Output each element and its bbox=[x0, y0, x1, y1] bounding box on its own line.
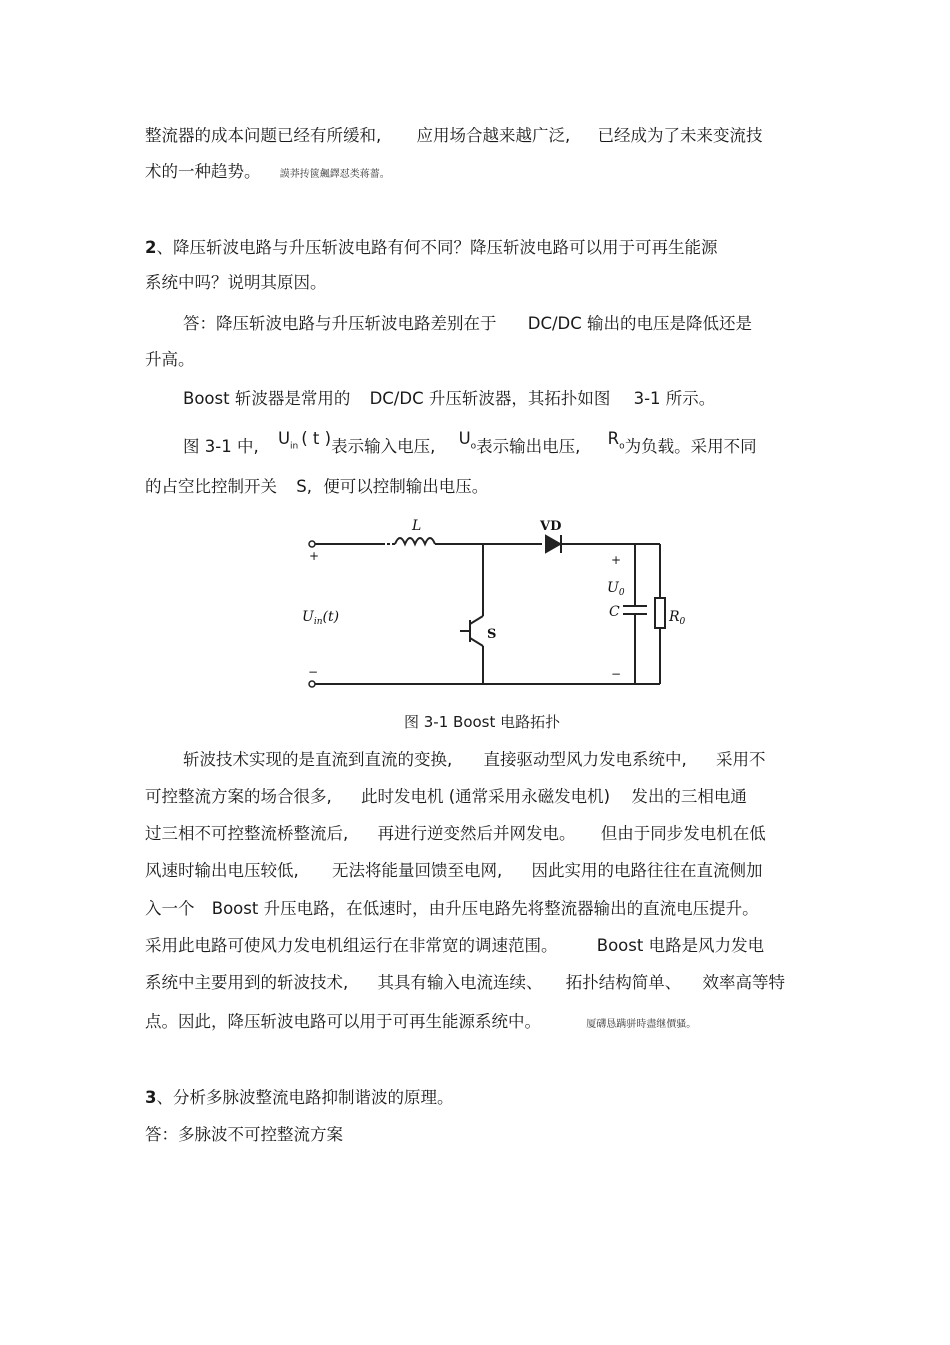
label-ro: $R_0$ bbox=[669, 609, 686, 627]
question-heading bbox=[145, 1087, 453, 1109]
text-segment: 答：降压斩波电路与升压斩波电路差别在于 bbox=[183, 314, 497, 333]
text-segment: 风速时输出电压较低, bbox=[145, 861, 299, 880]
text-segment: 图 3-1 中, bbox=[183, 437, 259, 456]
transistor-emitter bbox=[470, 638, 483, 646]
text-line bbox=[183, 749, 766, 771]
boost-circuit-diagram bbox=[300, 516, 686, 696]
text-segment: 其具有输入电流连续、 bbox=[377, 973, 543, 992]
minus-right: − bbox=[611, 667, 622, 681]
noise-text: 謨莽抟篋飆鐸怼类蒋薔。 bbox=[279, 169, 390, 180]
text-segment: 为负载。采用不同 bbox=[624, 437, 757, 456]
question-text: 、分析多脉波整流电路抑制谐波的原理。 bbox=[156, 1088, 454, 1107]
text-segment: Boost 升压电路，在低速时，由升压电路先将整流器输出的直流电压提升。 bbox=[211, 899, 759, 918]
plus-left: + bbox=[309, 549, 320, 563]
text-segment: 应用场合越来越广泛, bbox=[416, 126, 571, 145]
text-segment: DC/DC 输出的电压是降低还是 bbox=[527, 314, 753, 333]
text-line bbox=[145, 860, 763, 882]
text-line bbox=[145, 972, 785, 994]
input-terminal-bottom bbox=[309, 681, 315, 687]
text-segment: 答：多脉波不可控整流方案 bbox=[145, 1125, 343, 1144]
text-line bbox=[145, 823, 766, 845]
text-segment: 拓扑结构简单、 bbox=[565, 973, 682, 992]
text-segment: 过三相不可控整流桥整流后, bbox=[145, 824, 349, 843]
plus-right: + bbox=[611, 553, 622, 567]
label-uo: $U_0$ bbox=[607, 580, 625, 598]
text-line bbox=[183, 388, 715, 410]
question-text: 、降压斩波电路与升压斩波电路有何不同？降压斩波电路可以用于可再生能源 bbox=[156, 238, 718, 257]
text-segment: 3-1 所示。 bbox=[633, 389, 716, 408]
text-segment: 斩波技术实现的是直流到直流的变换, bbox=[183, 750, 453, 769]
text-segment: 术的一种趋势。 bbox=[145, 162, 261, 181]
text-line bbox=[145, 1011, 696, 1036]
text-segment: 表示输入电压, bbox=[331, 437, 436, 456]
resistor-body bbox=[655, 598, 665, 628]
answer-line bbox=[145, 1124, 343, 1146]
label-vd: VD bbox=[540, 519, 562, 534]
text-line bbox=[145, 161, 390, 186]
text-segment: 点。因此，降压斩波电路可以用于可再生能源系统中。 bbox=[145, 1012, 541, 1031]
diode-symbol bbox=[546, 536, 560, 552]
text-segment: 直接驱动型风力发电系统中, bbox=[483, 750, 687, 769]
text-segment: 采用不 bbox=[716, 750, 766, 769]
math-uin: $U_{in}$ ( t ) bbox=[277, 429, 332, 452]
text-segment: Boost 电路是风力发电 bbox=[596, 936, 765, 955]
text-segment: 因此实用的电路往往在直流侧加 bbox=[531, 861, 763, 880]
label-c: C bbox=[609, 604, 620, 620]
input-terminal-top bbox=[309, 541, 315, 547]
text-line bbox=[145, 935, 764, 957]
text-line bbox=[145, 786, 747, 808]
text-segment: 升高。 bbox=[145, 350, 195, 369]
math-ro: $R_o$ bbox=[607, 429, 625, 452]
text-segment: 整流器的成本问题已经有所缓和, bbox=[145, 126, 382, 145]
text-segment: 无法将能量回馈至电网, bbox=[332, 861, 503, 880]
text-segment: 可控整流方案的场合很多, bbox=[145, 787, 332, 806]
minus-left: − bbox=[308, 665, 319, 679]
text-segment: 再进行逆变然后并网发电。 bbox=[377, 824, 576, 843]
text-line bbox=[183, 429, 757, 465]
text-segment: 发出的三相电通 bbox=[631, 787, 747, 806]
text-segment: 系统中主要用到的斩波技术, bbox=[145, 973, 349, 992]
text-segment: 便可以控制输出电压。 bbox=[323, 477, 489, 496]
text-segment: S, bbox=[296, 477, 312, 496]
text-segment: Boost 斩波器是常用的 bbox=[183, 389, 351, 408]
question-heading bbox=[145, 237, 717, 259]
transistor-collector bbox=[470, 616, 483, 624]
text-line bbox=[145, 125, 763, 147]
text-segment: 此时发电机 (通常采用永磁发电机) bbox=[361, 787, 611, 806]
text-line bbox=[145, 476, 488, 498]
text-segment: 但由于同步发电机在低 bbox=[600, 824, 766, 843]
inductor-coil bbox=[395, 538, 435, 544]
question-number: 2 bbox=[145, 238, 157, 257]
text-segment: 效率高等特 bbox=[702, 973, 785, 992]
text-segment: 采用此电路可使风力发电机组运行在非常宽的调速范围。 bbox=[145, 936, 558, 955]
text-line bbox=[145, 898, 759, 920]
label-s: S bbox=[487, 627, 497, 642]
question-heading-line2 bbox=[145, 272, 327, 294]
text-segment: 表示输出电压, bbox=[476, 437, 581, 456]
math-uo: $U_o$ bbox=[458, 429, 477, 452]
noise-text: 厦礴恳蹒骈時盡继價骚。 bbox=[586, 1019, 697, 1030]
label-uin: $U_{in}(t)$ bbox=[302, 609, 340, 627]
answer-line bbox=[183, 313, 752, 335]
question-number: 3 bbox=[145, 1088, 157, 1107]
text-segment: 入一个 bbox=[145, 899, 195, 918]
question-text: 系统中吗？说明其原因。 bbox=[145, 273, 327, 292]
text-segment: 的占空比控制开关 bbox=[145, 477, 277, 496]
text-segment: 已经成为了未来变流技 bbox=[597, 126, 763, 145]
answer-line bbox=[145, 349, 195, 371]
figure-caption: 图 3-1 Boost 电路拓扑 bbox=[404, 713, 561, 731]
label-l: L bbox=[412, 518, 422, 534]
text-segment: DC/DC 升压斩波器，其拓扑如图 bbox=[369, 389, 611, 408]
